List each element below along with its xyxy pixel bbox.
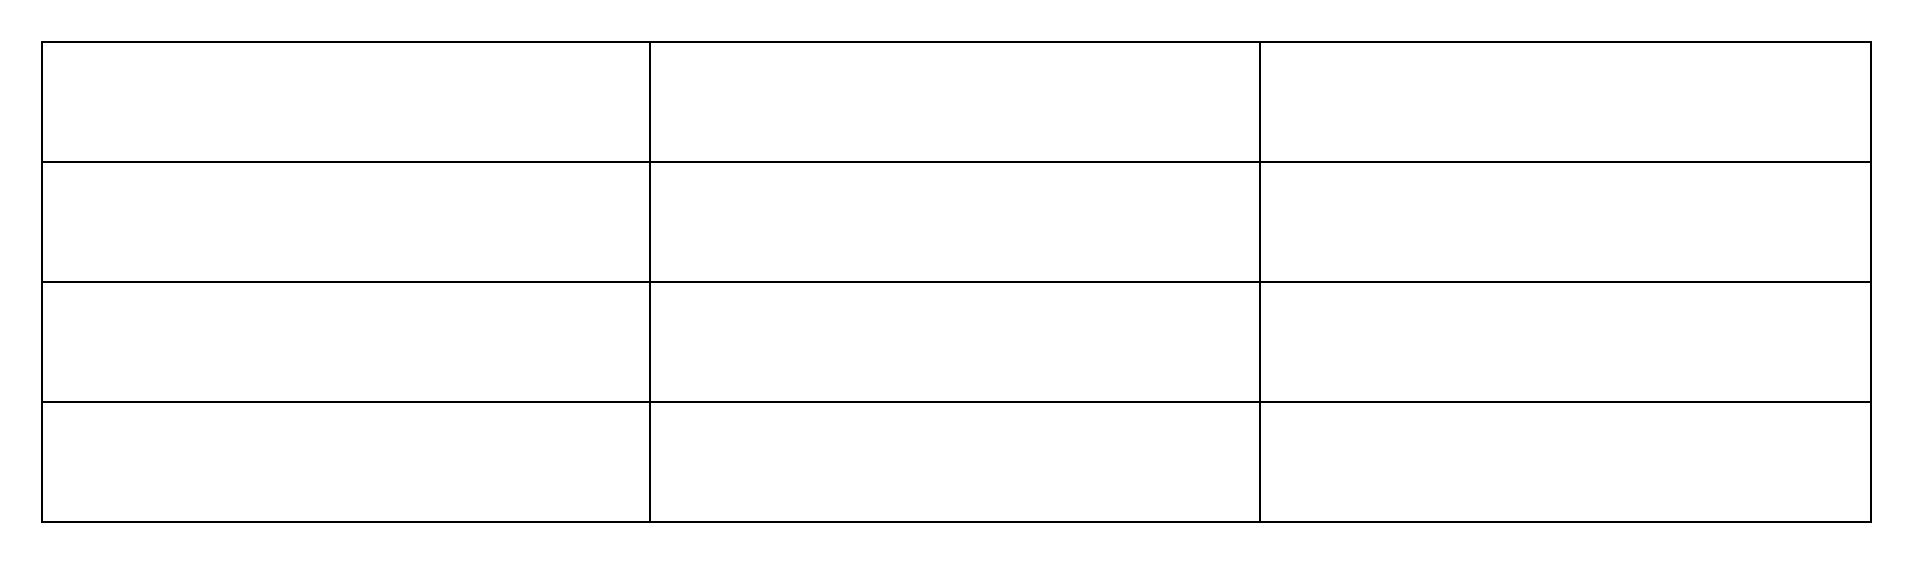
table-row — [42, 42, 1871, 162]
table-cell — [42, 42, 650, 162]
table-cell — [42, 282, 650, 402]
table-cell — [1260, 282, 1871, 402]
table-row — [42, 402, 1871, 522]
empty-table — [41, 41, 1872, 523]
table-cell — [42, 402, 650, 522]
table-cell — [650, 402, 1260, 522]
table-row — [42, 282, 1871, 402]
table-cell — [650, 42, 1260, 162]
table-cell — [1260, 42, 1871, 162]
table-row — [42, 162, 1871, 282]
table-cell — [42, 162, 650, 282]
table-cell — [1260, 162, 1871, 282]
table-cell — [650, 162, 1260, 282]
table-cell — [650, 282, 1260, 402]
table-cell — [1260, 402, 1871, 522]
